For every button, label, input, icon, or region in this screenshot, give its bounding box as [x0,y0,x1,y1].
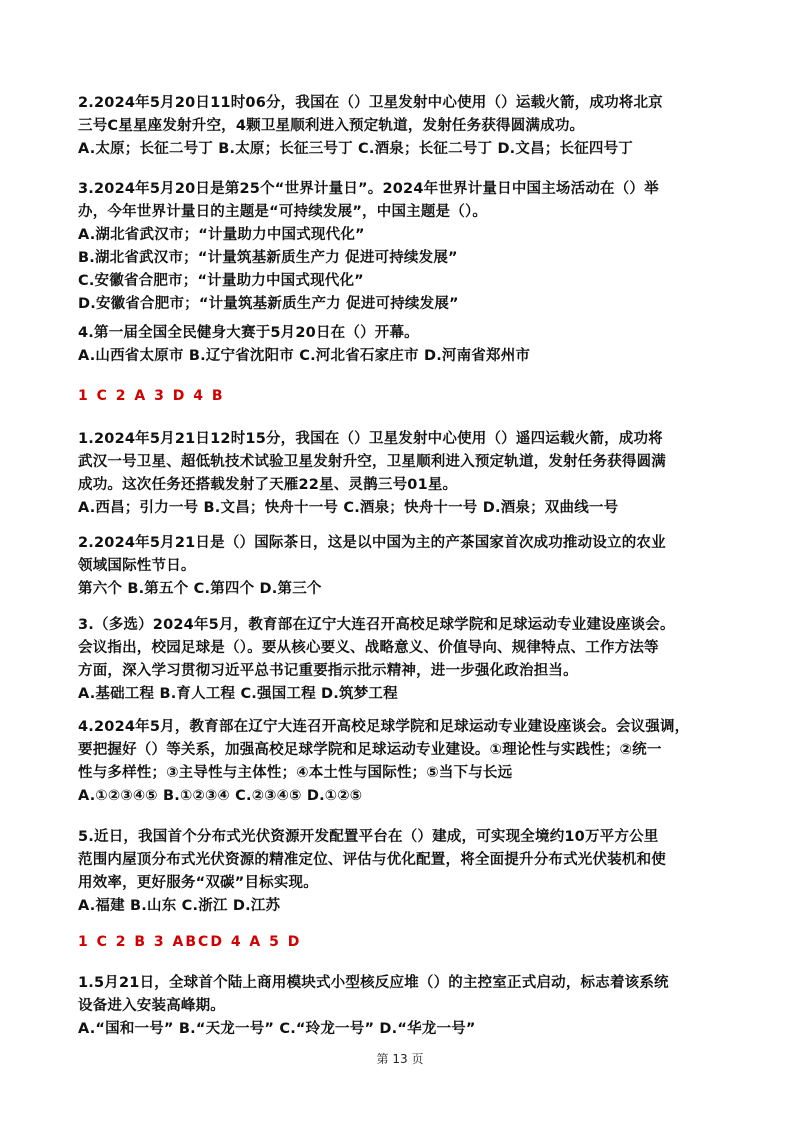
question-text: 要把握好（）等关系，加强高校足球学院和足球运动专业建设。①理论性与实践性；②统一 [78,742,662,758]
question-text: 武汉一号卫星、超低轨技术试验卫星发射升空，卫星顺利进入预定轨道，发射任务获得圆满 [78,454,666,470]
question-block [78,92,728,161]
question-text: 范围内屋顶分布式光伏资源的精准定位、评估与优化配置，将全面提升分布式光伏装机和使 [78,852,666,868]
question-options: A.基础工程 B.育人工程 C.强国工程 D.筑梦工程 [78,686,398,702]
question-block [78,826,728,918]
question-text: 用效率，更好服务“双碳”目标实现。 [78,875,318,891]
question-options: A.福建 B.山东 C.浙江 D.江苏 [78,898,281,914]
question-options: A.山西省太原市 B.辽宁省沈阳市 C.河北省石家庄市 D.河南省郑州市 [78,348,531,364]
question-option: D.安徽省合肥市；“计量筑基新质生产力 促进可持续发展” [78,296,459,312]
question-text: 4.2024年5月，教育部在辽宁大连召开高校足球学院和足球运动专业建设座谈会。会议强调， [78,719,690,735]
question-text: 领域国际性节日。 [78,558,196,574]
question-option: C.安徽省合肥市；“计量助力中国式现代化” [78,273,364,289]
answer-key: 1 C 2 A 3 D 4 B [78,388,225,404]
answer-key: 1 C 2 B 3 ABCD 4 A 5 D [78,934,302,950]
question-text: 1.2024年5月21日12时15分，我国在（）卫星发射中心使用（）遥四运载火箭，成功将 [78,431,663,447]
question-options: A.“国和一号” B.“天龙一号” C.“玲龙一号” D.“华龙一号” [78,1021,476,1037]
question-block [78,428,728,520]
question-text: 成功。这次任务还搭载发射了天雁22星、灵鹊三号01星。 [78,477,458,493]
question-option: B.湖北省武汉市；“计量筑基新质生产力 促进可持续发展” [78,250,458,266]
question-text: 2.2024年5月20日11时06分，我国在（）卫星发射中心使用（）运载火箭，成功将北京 [78,95,663,111]
question-text: 性与多样性；③主导性与主体性；④本土性与国际性；⑤当下与长远 [78,765,513,781]
question-options: A.西昌；引力一号 B.文昌；快舟十一号 C.酒泉；快舟十一号 D.酒泉；双曲线一号 [78,500,619,516]
question-text: 4.第一届全国全民健身大赛于5月20日在（）开幕。 [78,325,419,341]
question-text: 设备进入安装高峰期。 [78,998,225,1014]
question-text: 会议指出，校园足球是（）。要从核心要义、战略意义、价值导向、规律特点、工作方法等 [78,640,659,656]
page-number: 第 13 页 [376,1052,424,1066]
question-block [78,178,728,316]
question-text: 2.2024年5月21日是（）国际茶日，这是以中国为主的产茶国家首次成功推动设立的农业 [78,535,666,551]
question-options: A.太原；长征二号丁 B.太原；长征三号丁 C.酒泉；长征二号丁 D.文昌；长征四号丁 [78,141,633,157]
question-options: 第六个 B.第五个 C.第四个 D.第三个 [78,581,322,597]
question-block [78,614,728,706]
question-text: 三号C星星座发射升空，4颗卫星顺利进入预定轨道，发射任务获得圆满成功。 [78,118,585,134]
question-block [78,532,728,601]
question-text: 3.（多选）2024年5月，教育部在辽宁大连召开高校足球学院和足球运动专业建设座谈会。 [78,617,675,633]
question-text: 5.近日，我国首个分布式光伏资源开发配置平台在（）建成，可实现全境约10万平方公里 [78,829,659,845]
question-text: 3.2024年5月20日是第25个“世界计量日”。2024年世界计量日中国主场活动在（）举 [78,181,659,197]
question-options: A.①②③④⑤ B.①②③④ C.②③④⑤ D.①②⑤ [78,788,363,804]
question-text: 1.5月21日，全球首个陆上商用模块式小型核反应堆（）的主控室正式启动，标志着该系统 [78,975,669,991]
question-block [78,716,728,808]
question-option: A.湖北省武汉市；“计量助力中国式现代化” [78,227,365,243]
question-block [78,972,728,1041]
question-text: 方面，深入学习贯彻习近平总书记重要指示批示精神，进一步强化政治担当。 [78,663,578,679]
question-text: 办，今年世界计量日的主题是“可持续发展”，中国主题是（）。 [78,204,488,220]
question-block [78,322,728,368]
